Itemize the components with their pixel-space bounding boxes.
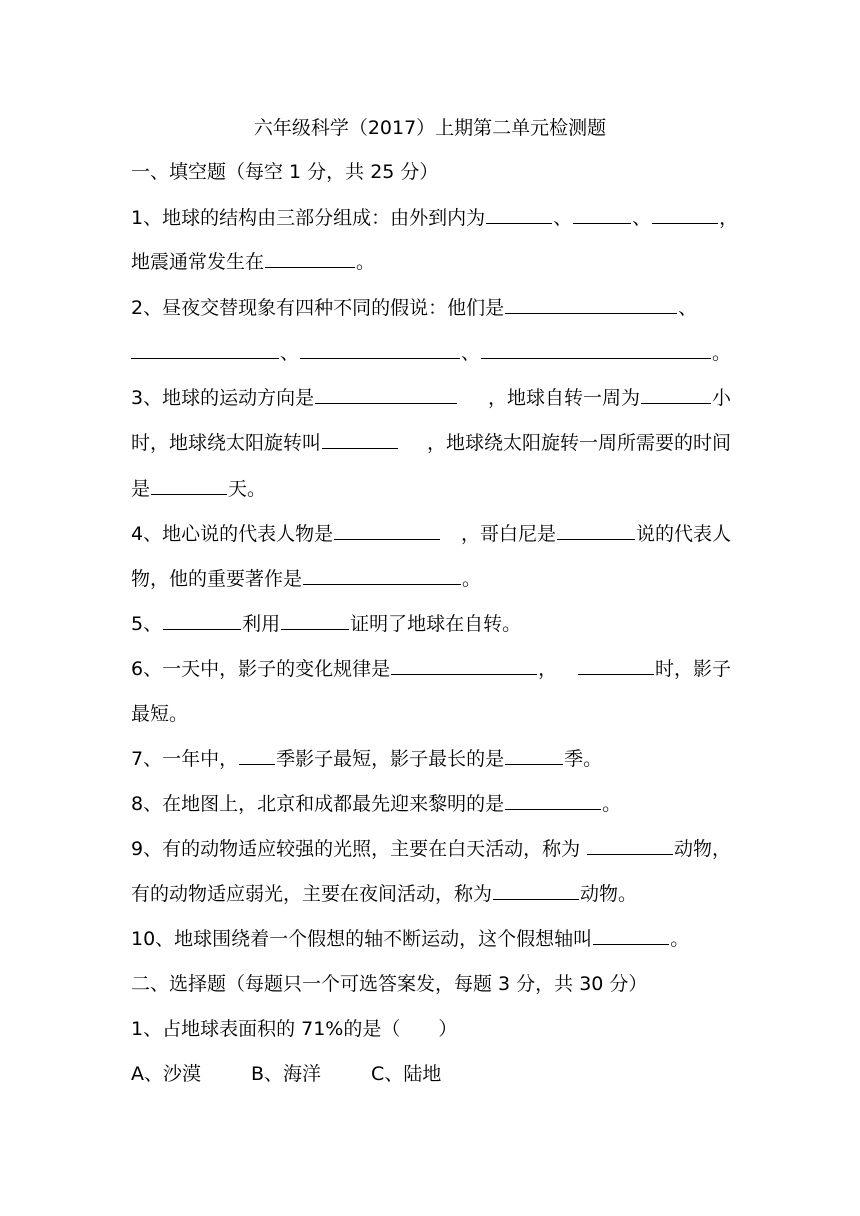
- option-a: A、沙漠: [131, 1063, 201, 1085]
- question-text: 10、地球围绕着一个假想的轴不断运动，这个假想轴叫: [131, 928, 593, 950]
- answer-blank: [573, 206, 631, 224]
- answer-blank: [163, 612, 241, 630]
- option-c: C、陆地: [371, 1063, 442, 1085]
- question-4-line-2: [131, 567, 731, 591]
- question-7: [131, 747, 731, 771]
- question-text: 动物。: [580, 883, 638, 905]
- question-text: 证明了地球在自转。: [350, 613, 522, 635]
- separator: 、: [678, 297, 698, 319]
- answer-blank: [315, 386, 457, 404]
- question-4-line-1: [131, 522, 731, 546]
- answer-blank: [303, 567, 461, 585]
- question-3-line-3: [131, 477, 731, 501]
- question-9-line-2: [131, 882, 731, 906]
- answer-blank: [322, 431, 398, 449]
- separator: ，: [719, 207, 739, 229]
- question-text: 说的代表人: [635, 523, 731, 545]
- page-title: 六年级科学（2017）上期第二单元检测题: [253, 117, 607, 139]
- question-text: 物，他的重要著作是: [131, 568, 303, 590]
- answer-blank: [151, 477, 227, 495]
- answer-blank: [641, 386, 711, 404]
- answer-blank: [493, 882, 579, 900]
- separator: 、: [632, 207, 652, 229]
- question-6-line-1: [131, 657, 731, 681]
- answer-blank: [131, 341, 279, 359]
- question-text: ，地球自转一周为: [487, 387, 640, 409]
- punctuation: 。: [356, 251, 376, 273]
- question-2-line-2: [131, 341, 731, 365]
- punctuation: 。: [670, 928, 690, 950]
- answer-blank: [593, 927, 669, 945]
- question-text: 小: [711, 387, 731, 409]
- choice-question-1-options: [131, 1062, 731, 1086]
- question-text: ，哥白尼是: [460, 523, 556, 545]
- answer-blank: [265, 250, 355, 268]
- answer-blank: [391, 657, 537, 675]
- question-text: 是: [131, 478, 151, 500]
- punctuation: 。: [602, 793, 622, 815]
- question-9-line-1: [131, 837, 731, 861]
- answer-blank: [481, 341, 711, 359]
- question-number: 5、: [131, 613, 163, 635]
- question-text: 3、地球的运动方向是: [131, 387, 315, 409]
- question-5: [131, 612, 731, 636]
- question-text: 6、一天中，影子的变化规律是: [131, 658, 391, 680]
- question-text: 天。: [228, 478, 267, 500]
- question-text: 有的动物适应弱光，主要在夜间活动，称为: [131, 883, 493, 905]
- separator: 、: [461, 342, 481, 364]
- question-10: [131, 927, 731, 951]
- answer-blank: [587, 837, 673, 855]
- question-text: 7、一年中，: [131, 748, 239, 770]
- question-1-line-2: [131, 250, 731, 274]
- question-text: 季。: [564, 748, 603, 770]
- question-text: 动物，: [673, 838, 731, 860]
- question-8: [131, 792, 731, 816]
- question-text: 利用: [242, 613, 281, 635]
- question-2-line-1: [131, 296, 731, 320]
- answer-blank: [505, 792, 601, 810]
- question-text: 4、地心说的代表人物是: [131, 523, 334, 545]
- section-1-heading: 一、填空题（每空 1 分，共 25 分）: [131, 161, 439, 183]
- question-text: 8、在地图上，北京和成都最先迎来黎明的是: [131, 793, 505, 815]
- section-2-heading: 二、选择题（每题只一个可选答案发，每题 3 分，共 30 分）: [131, 973, 648, 995]
- answer-blank: [334, 522, 440, 540]
- separator: ，: [538, 658, 558, 680]
- question-1-line-1: [131, 206, 739, 230]
- question-3-line-1: [131, 386, 731, 410]
- question-6-line-2: 最短。: [131, 703, 189, 725]
- question-text: 1、地球的结构由三部分组成：由外到内为: [131, 207, 486, 229]
- answer-blank: [486, 206, 552, 224]
- question-3-line-2: [131, 431, 731, 455]
- answer-blank: [578, 657, 654, 675]
- answer-blank: [300, 341, 460, 359]
- answer-blank: [505, 747, 563, 765]
- punctuation: 。: [712, 342, 732, 364]
- answer-blank: [281, 612, 349, 630]
- question-text: 时，地球绕太阳旋转叫: [131, 432, 322, 454]
- question-text: 时，影子: [654, 658, 731, 680]
- answer-blank: [505, 296, 677, 314]
- separator: 、: [280, 342, 300, 364]
- answer-blank: [557, 522, 635, 540]
- answer-blank: [652, 206, 718, 224]
- question-text: 9、有的动物适应较强的光照，主要在白天活动，称为: [131, 838, 581, 860]
- option-b: B、海洋: [251, 1063, 322, 1085]
- question-text: ，地球绕太阳旋转一周所需要的时间: [426, 432, 731, 454]
- answer-blank: [239, 747, 275, 765]
- separator: 、: [553, 207, 573, 229]
- question-text: 2、昼夜交替现象有四种不同的假说：他们是: [131, 297, 505, 319]
- question-text: 地震通常发生在: [131, 251, 265, 273]
- punctuation: 。: [462, 568, 482, 590]
- question-text: 季影子最短，影子最长的是: [276, 748, 505, 770]
- choice-question-1: 1、占地球表面积的 71%的是（ ）: [131, 1018, 458, 1040]
